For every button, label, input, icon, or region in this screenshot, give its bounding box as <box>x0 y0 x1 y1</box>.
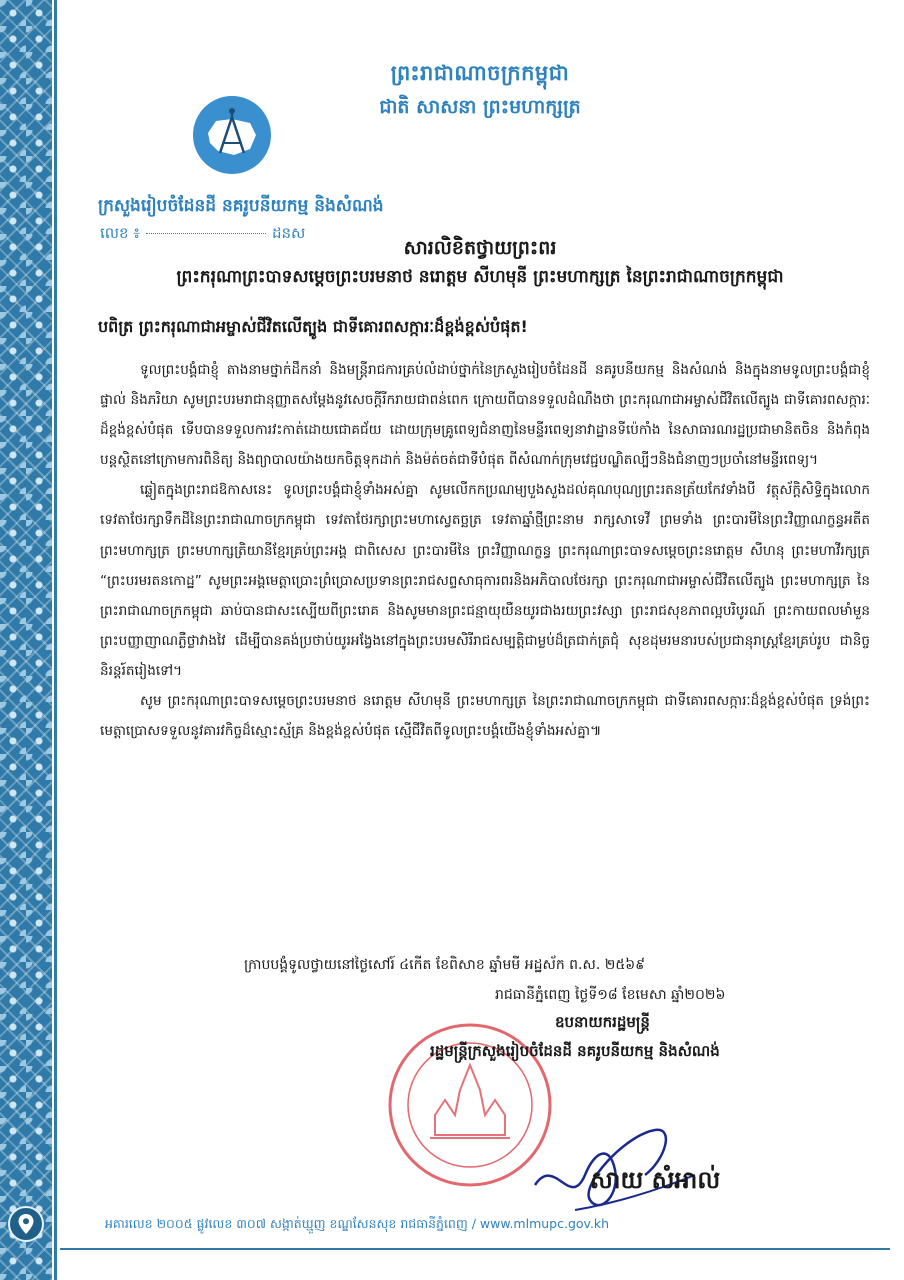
document-subtitle: ព្រះករុណាព្រះបាទសម្តេចព្រះបរមនាថ នរោត្តម សីហមុនី ព្រះមហាក្សត្រ នៃព្រះរាជាណាចក្រកម្ពុជា <box>176 267 784 287</box>
signatory-title: ឧបនាយករដ្ឋមន្ត្រី <box>555 1013 650 1031</box>
kingdom-header <box>330 60 630 123</box>
letter-body <box>100 355 870 746</box>
ministry-emblem-icon <box>192 95 272 175</box>
paragraph-2: ឆ្លៀតក្នុងព្រះរាជឱកាសនេះ ទូលព្រះបង្គំជាខ្ញុំទាំងអស់គ្នា សូមលើកកប្រណម្យបួងសួងដល់គុណបុណ្យព្រះរតនត្រ័យកែវទាំងបី វត្ថុស័ក្តិសិទ្ធិក្នុងលោក ទេវតាថែរក្សាទឹកដីនៃព្រះរាជាណាចក្រកម្ពុជា ទេវតាថែរក្សាព្រះមហាស្វេតច្ឆត្រ ទេវតាឆ្នាំថ្មីព្រះនាម រាក្សសាទេវី ព្រមទាំង ព្រះបារមីនៃព្រះវិញ្ញាណក្ខន្ធអតីតព្រះមហាក្សត្រ ព្រះមហាក្សត្រិយានីខ្មែរគ្រប់ព្រះអង្គ ជាពិសេស ព្រះបារមីនៃ ព្រះវិញ្ញាណក្ខន្ធ ព្រះករុណាព្រះបាទសម្តេចព្រះនរោត្តម សីហនុ ព្រះមហាវីរក្សត្រ “ព្រះបរមរតនកោដ្ឋ” សូមព្រះអង្គមេត្តាប្រោះព្រំប្រោសប្រទានព្រះរាជសព្ទសាធុការពរនិងអភិបាលថែរក្សា ព្រះករុណាជាអម្ចាស់ជីវិតលើត្បូង ព្រះមហាក្សត្រ នៃព្រះរាជាណាចក្រកម្ពុជា ឆាប់បានជាសះស្បើយពីព្រះរោគ និងសូមមានព្រះជន្មាយុយឺនយូរជាងរយព្រះវស្សា ព្រះរាជសុខភាពល្អបរិបូរណ៍ ព្រះកាយពលមាំមួន ព្រះបញ្ញាញាណភ្លឺថ្លាវាងវៃ ដើម្បីបានគង់ប្រថាប់យូរអង្វែងនៅក្នុងព្រះបរមសិរីរាជសម្បត្តិជាម្លប់ដ៏ត្រជាក់ត្រជុំ សុខដុមរមនារបស់ប្រជានុរាស្ត្រខ្មែរគ្រប់រូប ជានិច្ចនិរន្តរ៍តរៀងទៅ។ <box>100 482 870 679</box>
solar-date: រាជធានីភ្នំពេញ ថ្ងៃទី១៨ ខែមេសា ឆ្នាំ២០២៦ <box>495 987 726 1003</box>
document-title: សារលិខិតថ្វាយព្រះពរ <box>403 237 557 259</box>
paragraph-3: សូម ព្រះករុណាព្រះបាទសម្តេចព្រះបរមនាថ នរោត្តម សីហមុនី ព្រះមហាក្សត្រ នៃព្រះរាជាណាចក្រកម្ពុជា ជាទីគោរពសក្ការៈដ៏ខ្ពង់ខ្ពស់បំផុត ទ្រង់ព្រះមេត្តាប្រោសទទួលនូវគារវកិច្ចដ៏ស្មោះស្ម័គ្រ និងខ្ពង់ខ្ពស់បំផុត ស្មើជីវិតពីទូលព្រះបង្គំយើងខ្ញុំទាំងអស់គ្នា៕ <box>100 693 870 740</box>
ministry-name: ក្រសួងរៀបចំដែនដី នគរូបនីយកម្ម និងសំណង់ <box>98 196 384 216</box>
kingdom-motto: ជាតិ សាសនា ព្រះមហាក្សត្រ <box>379 96 581 118</box>
ref-blank <box>146 233 266 234</box>
kingdom-name: ព្រះរាជាណាចក្រកម្ពុជា <box>390 61 570 85</box>
ref-prefix: លេខ ៖ <box>100 224 140 242</box>
signatory-name: សាយ សំអាល់ <box>590 1165 721 1194</box>
lunar-date: ក្រាបបង្គំទូលថ្វាយនៅថ្ងៃសៅរ៍ ៤កើត ខែពិសាខ ឆ្នាំមមី អដ្ឋស័ក ព.ស. ២៥៦៩ <box>244 957 646 973</box>
border-line <box>54 0 57 1280</box>
ref-suffix: ដនស <box>271 224 306 242</box>
location-pin-icon <box>8 1206 44 1242</box>
signatory-ministry: រដ្ឋមន្ត្រីក្រសួងរៀបចំដែនដី នគរូបនីយកម្ម និងសំណង់ <box>430 1042 720 1060</box>
paragraph-1: ទូលព្រះបង្គំជាខ្ញុំ តាងនាមថ្នាក់ដឹកនាំ និងមន្ត្រីរាជការគ្រប់លំដាប់ថ្នាក់នៃក្រសួងរៀបចំដែនដី នគរូបនីយកម្ម និងសំណង់ និងក្នុងនាមទូលព្រះបង្គំជាខ្ញុំផ្ទាល់ និងភរិយា សូមព្រះបរមរាជានុញ្ញាតសម្តែងនូវសេចក្តីរីករាយជាពន់ពេក ក្រោយពីបានទទួលដំណឹងថា ព្រះករុណាជាអម្ចាស់ជីវិតលើត្បូង ជាទីគោរពសក្ការៈដ៏ខ្ពង់ខ្ពស់បំផុត ទើបបានទទួលការវះកាត់ដោយជោគជ័យ ដោយក្រុមគ្រូពេទ្យជំនាញនៃមន្ទីរពេទ្យនាវាដ្ឋានទីប៉េកាំង នៃសាធារណរដ្ឋប្រជាមានិតចិន និងកំពុងបន្តស្ថិតនៅក្រោមការពិនិត្យ និងព្យាបាលយ៉ាងយកចិត្តទុកដាក់ និងម៉ត់ចត់ជាទីបំផុត ពីសំណាក់ក្រុមវេជ្ជបណ្ឌិតល្បីៗនិងជំនាញៗប្រចាំនៅមន្ទីរពេទ្យ។ <box>100 362 870 469</box>
footer-divider <box>60 1248 890 1250</box>
footer-address: អគារលេខ ២០០៥ ផ្លូវលេខ ៣០៧ សង្កាត់ឃ្មួញ ខណ្ឌសែនសុខ រាជធានីភ្នំពេញ / www.mlmupc.gov.kh <box>105 1216 610 1231</box>
salutation: បពិត្រ ព្រះករុណាជាអម្ចាស់ជីវិតលើត្បូង ជាទីគោរពសក្ការៈដ៏ខ្ពង់ខ្ពស់បំផុត! <box>98 317 528 336</box>
decorative-border <box>0 0 52 1280</box>
